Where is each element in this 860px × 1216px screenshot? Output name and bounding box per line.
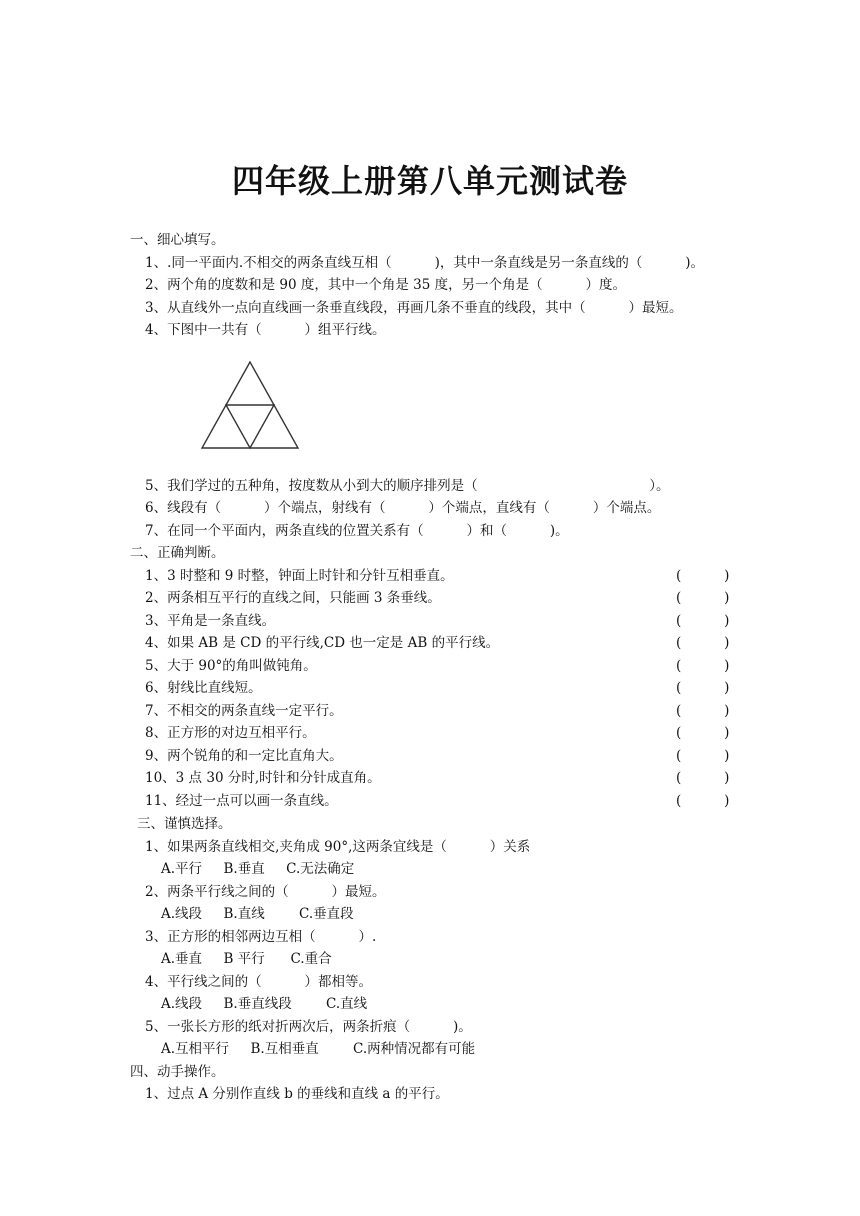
s2-item-8	[0, 722, 860, 744]
s2-item-6	[0, 677, 860, 699]
s2-item-9	[0, 745, 860, 767]
s1-question-3: 3、从直线外一点向直线画一条垂直线段，再画几条不垂直的线段，其中（ ）最短。	[145, 300, 683, 316]
section-3-heading: 三、谨慎选择。	[137, 816, 232, 832]
answer-paren: ( )	[676, 748, 730, 764]
answer-paren: ( )	[676, 793, 730, 809]
s2-item-5	[0, 655, 860, 677]
s2-item-text: 8、正方形的对边互相平行。	[145, 725, 316, 741]
s2-item-text: 4、如果 AB 是 CD 的平行线,CD 也一定是 AB 的平行线。	[145, 635, 500, 651]
s3-options-2: A.线段 B.直线 C.垂直段	[161, 906, 354, 922]
s3-question-5: 5、一张长方形的纸对折两次后，两条折痕（ )。	[145, 1019, 472, 1035]
s2-item-2	[0, 587, 860, 609]
s3-question-4: 4、平行线之间的（ ）都相等。	[145, 974, 373, 990]
s1-question-2: 2、两个角的度数和是 90 度，其中一个角是 35 度，另一个角是（ ）度。	[145, 277, 627, 293]
s1-question-4: 4、下图中一共有（ ）组平行线。	[145, 322, 386, 338]
s2-item-1	[0, 565, 860, 587]
s3-question-1: 1、如果两条直线相交,夹角成 90°,这两条宜线是（ ）关系	[145, 839, 531, 855]
s2-item-text: 7、不相交的两条直线一定平行。	[145, 703, 343, 719]
answer-paren: ( )	[676, 613, 730, 629]
answer-paren: ( )	[676, 590, 730, 606]
s4-task-1: 1、过点 A 分别作直线 b 的垂线和直线 a 的平行。	[145, 1086, 449, 1102]
s2-item-text: 3、平角是一条直线。	[145, 613, 276, 629]
s1-question-7: 7、在同一个平面内，两条直线的位置关系有（ ）和（ )。	[145, 523, 569, 539]
s1-question-1: 1、.同一平面内.不相交的两条直线互相（ )，其中一条直线是另一条直线的（ )。	[145, 255, 705, 271]
s3-options-4: A.线段 B.垂直线段 C.直线	[161, 996, 368, 1012]
s2-item-text: 5、大于 90°的角叫做钝角。	[145, 658, 317, 674]
answer-paren: ( )	[676, 658, 730, 674]
section-4-heading: 四、动手操作。	[130, 1064, 225, 1080]
answer-paren: ( )	[676, 568, 730, 584]
section-1-heading: 一、细心填写。	[130, 232, 225, 248]
answer-paren: ( )	[676, 635, 730, 651]
s3-question-2: 2、两条平行线之间的（ ）最短。	[145, 884, 386, 900]
s3-options-5: A.互相平行 B.互相垂直 C.两种情况都有可能	[161, 1041, 476, 1057]
s2-item-11	[0, 790, 860, 812]
s2-item-text: 6、射线比直线短。	[145, 680, 262, 696]
s3-options-3: A.垂直 B 平行 C.重合	[161, 951, 332, 967]
s2-item-7	[0, 700, 860, 722]
triangle-figure	[200, 360, 300, 452]
s2-item-text: 11、经过一点可以画一条直线。	[145, 793, 338, 809]
answer-paren: ( )	[676, 770, 730, 786]
s2-item-text: 10、3 点 30 分时,时针和分针成直角。	[145, 770, 381, 786]
answer-paren: ( )	[676, 703, 730, 719]
s2-item-3	[0, 610, 860, 632]
answer-paren: ( )	[676, 725, 730, 741]
page-title: 四年级上册第八单元测试卷	[231, 162, 628, 200]
s1-question-6: 6、线段有（ ）个端点，射线有（ ）个端点，直线有（ ）个端点。	[145, 500, 661, 516]
s3-question-3: 3、正方形的相邻两边互相（ ）.	[145, 929, 377, 945]
s3-options-1: A.平行 B.垂直 C.无法确定	[161, 861, 355, 877]
s2-item-text: 1、3 时整和 9 时整，钟面上时针和分针互相垂直。	[145, 568, 454, 584]
inner-triangle	[226, 405, 274, 448]
s2-item-4	[0, 632, 860, 654]
s2-item-text: 9、两个锐角的和一定比直角大。	[145, 748, 343, 764]
s2-item-text: 2、两条相互平行的直线之间，只能画 3 条垂线。	[145, 590, 441, 606]
answer-paren: ( )	[676, 680, 730, 696]
s2-item-10	[0, 767, 860, 789]
s1-question-5: 5、我们学过的五种角，按度数从小到大的顺序排列是（ ）。	[145, 478, 670, 494]
section-2-heading: 二、正确判断。	[130, 545, 225, 561]
